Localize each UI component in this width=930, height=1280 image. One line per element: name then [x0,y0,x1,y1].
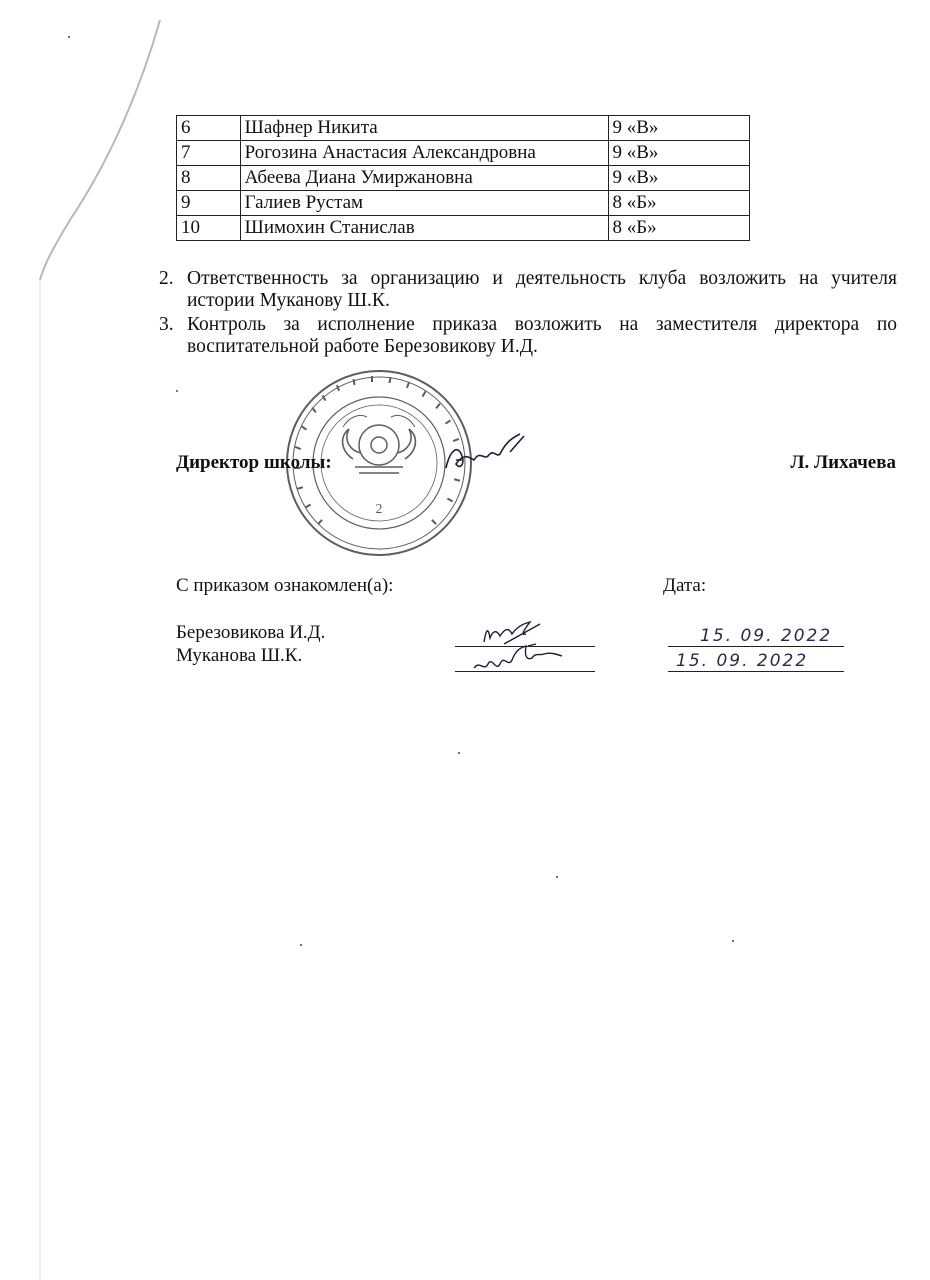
list-item [159,268,897,312]
item-number: 3. [159,314,174,335]
person-name: Муканова Ш.К. [176,645,303,666]
date-label: Дата: [663,575,707,596]
scan-speck [556,876,558,878]
item-text: Контроль за исполнение приказа возложить на заместителя директора по воспитательной работе Березовикову И.Д. [187,314,897,357]
acknowledgement-label: С приказом ознакомлен(а): [176,575,394,596]
date-line [668,646,844,647]
table-row [177,116,750,141]
student-name: Рогозина Анастасия Александровна [240,141,608,166]
students-table [176,115,750,241]
student-class: 9 «В» [608,116,750,141]
row-number: 9 [177,191,241,216]
handwritten-date: 15. 09. 2022 [676,651,809,671]
director-signature-row [176,452,896,474]
date-line [668,671,844,672]
table-row [177,141,750,166]
student-class: 8 «Б» [608,216,750,241]
scan-speck [458,752,460,754]
table-row [177,191,750,216]
table-row [177,216,750,241]
student-name: Абеева Диана Умиржановна [240,166,608,191]
person-name: Березовикова И.Д. [176,622,326,643]
list-item [159,314,897,358]
student-name: Шафнер Никита [240,116,608,141]
table-row [177,166,750,191]
scan-speck [732,940,734,942]
mukanova-signature [470,642,570,678]
scan-speck [300,944,302,946]
scan-speck [68,36,70,38]
item-number: 2. [159,268,174,289]
director-label: Директор школы: [176,452,332,473]
handwritten-date: 15. 09. 2022 [700,626,833,646]
row-number: 7 [177,141,241,166]
scan-speck [176,390,178,392]
row-number: 10 [177,216,241,241]
row-number: 8 [177,166,241,191]
berezovikova-signature [480,618,550,648]
student-class: 9 «В» [608,166,750,191]
signature-line [455,646,595,647]
director-name: Л. Лихачева [790,452,896,473]
order-items-list [159,268,897,360]
student-name: Галиев Рустам [240,191,608,216]
student-name: Шимохин Станислав [240,216,608,241]
seal-number: 2 [375,502,383,517]
student-class: 8 «Б» [608,191,750,216]
row-number: 6 [177,116,241,141]
student-class: 9 «В» [608,141,750,166]
item-text: Ответственность за организацию и деятельность клуба возложить на учителя истории Муканову Ш.К. [187,268,897,311]
signature-line [455,671,595,672]
